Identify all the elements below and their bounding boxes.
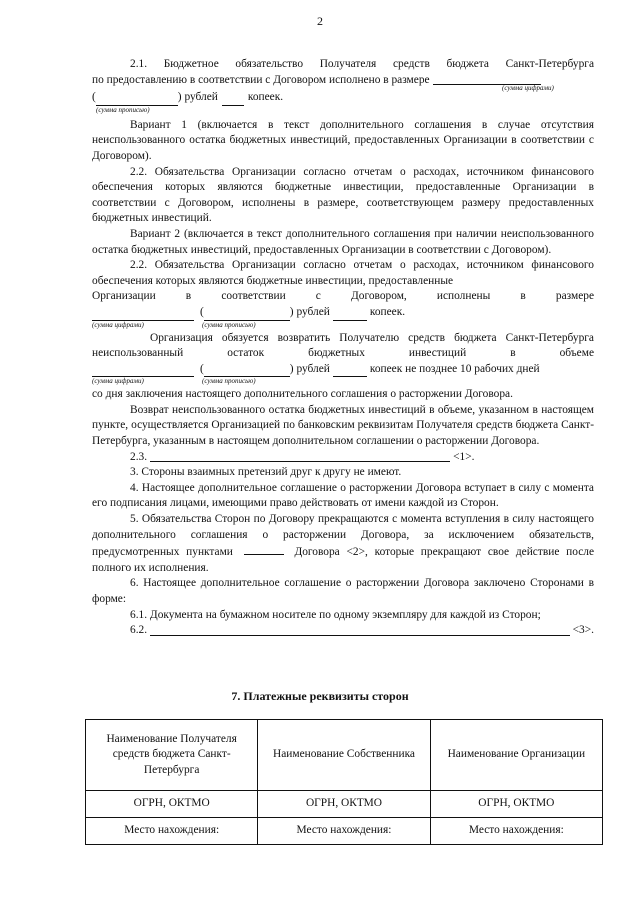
clause-2-1-line1: 2.1. Бюджетное обязательство Получателя средств бюджета Санкт-Петербурга (130, 58, 594, 70)
variant-1-clause: 2.2. Обязательства Организации согласно отчетам о расходах, источником финансового обеспечения которых являются бюджетные инвестиции, предоставленные Организации в соответствии с Договором, исполнены в размере, соответствующем размеру предоставленных бюджетных инвестиций. (92, 165, 594, 225)
caption-digits: (сумма цифрами) (92, 377, 144, 386)
clause-6-1: 6.1. Документа на бумажном носителе по одному экземпляру для каждой из Сторон; (130, 608, 541, 621)
clause-2-3-blank (150, 460, 450, 462)
clause-6-2 (92, 623, 594, 639)
amount-digits-blank (92, 365, 194, 377)
caption-words: (сумма прописью) (202, 320, 256, 329)
clause-6-2-blank (150, 634, 570, 636)
location-owner: Место нахождения: (258, 818, 430, 845)
kopek-label: копеек не позднее 10 рабочих дней (369, 362, 540, 375)
kopek-label: копеек. (247, 91, 284, 104)
paren-open: ( (92, 91, 96, 104)
footnote-ref-3: <3>. (572, 624, 594, 637)
clause-2-3-number: 2.3. (130, 450, 148, 463)
rubles-label: ) рублей (289, 305, 330, 318)
ogrn-owner: ОГРН, ОКТМО (258, 791, 430, 818)
clause-3: 3. Стороны взаимных претензий друг к другу не имеют. (130, 466, 402, 479)
variant-2-return-line (92, 362, 594, 378)
location-recipient: Место нахождения: (86, 818, 258, 845)
paren-open: ( (200, 305, 204, 318)
caption-digits: (сумма цифрами) (92, 320, 144, 329)
rubles-label: ) рублей (289, 362, 330, 375)
section-7-title: 7. Платежные реквизиты сторон (231, 689, 409, 703)
caption-row (92, 377, 594, 385)
footnote-ref-1: <1>. (453, 450, 475, 463)
variant-2-return-a: Организация обязуется возвратить Получателю средств бюджета Санкт-Петербурга (150, 331, 594, 344)
variant-2-return-b: неиспользованный остаток бюджетных инвестиций в объеме (92, 347, 594, 360)
kopek-blank (333, 309, 367, 321)
clause-5-a (92, 512, 594, 576)
variant-1-intro: Вариант 1 (включается в текст дополнительного соглашения в случае отсутствия неиспользованного остатка бюджетных инвестиций, предоставленных Организации в соответствии с Договором). (92, 118, 594, 162)
variant-2-intro: Вариант 2 (включается в текст дополнительного соглашения при наличии неиспользованного остатка бюджетных инвестиций, предоставленных Организации в соответствии с Договором). (92, 227, 594, 256)
header-recipient: Наименование Получателя средств бюджета Санкт-Петербурга (86, 720, 258, 791)
payment-details-table (85, 719, 603, 845)
rubles-label: ) рублей (177, 91, 218, 104)
table-row (86, 818, 603, 845)
clause-6-2-number: 6.2. (130, 624, 148, 637)
caption-words: (сумма прописью) (202, 377, 256, 386)
header-owner: Наименование Собственника (258, 720, 430, 791)
kopek-label: копеек. (369, 305, 406, 318)
clause-2-3 (92, 450, 594, 466)
amount-digits-blank (92, 309, 194, 321)
variant-2-return-c: со дня заключения настоящего дополнительного соглашения о расторжении Договора. (92, 388, 513, 401)
variant-2-amount-line (92, 305, 594, 321)
clause-4: 4. Настоящее дополнительное соглашение о расторжении Договора вступает в силу с момента его подписания лицами, имеющими право действовать от имени каждой из Сторон. (92, 481, 594, 510)
refund-paragraph: Возврат неиспользованного остатка бюджетных инвестиций в объеме, указанном в настоящем пункте, осуществляется Организацией по банковским реквизитам Получателя средств бюджета Санкт-Петербурга, указанным в настоящем дополнительном соглашении о расторжении Договора. (92, 403, 594, 448)
paren-open: ( (200, 362, 204, 375)
ogrn-recipient: ОГРН, ОКТМО (86, 791, 258, 818)
amount-words-blank (204, 309, 290, 321)
clause-6: 6. Настоящее дополнительное соглашение о расторжении Договора заключено Сторонами в форме: (92, 577, 594, 605)
location-organization: Место нахождения: (430, 818, 602, 845)
caption-row (92, 84, 594, 96)
amount-words-blank (204, 365, 290, 377)
caption-row (92, 321, 594, 329)
table-row (86, 791, 603, 818)
caption-words: (сумма прописью) (96, 105, 150, 114)
table-row (86, 720, 603, 791)
header-organization: Наименование Организации (430, 720, 602, 791)
kopek-blank (333, 365, 367, 377)
clause-5-text-b: Договора <2>, которые прекращают свое действие после полного их исполнения. (92, 546, 594, 574)
variant-2-clause-b: Организации в соответствии с Договором, исполнены в размере (92, 290, 594, 303)
variant-2-clause-a: 2.2. Обязательства Организации согласно отчетам о расходах, источником финансового обеспечения которых являются бюджетные инвестиции, предоставленные (92, 259, 594, 287)
ogrn-organization: ОГРН, ОКТМО (430, 791, 602, 818)
clauses-blank (244, 543, 284, 555)
page-number: 2 (317, 14, 323, 28)
caption-digits: (сумма цифрами) (502, 84, 554, 93)
clause-5-text-a: 5. Обязательства Сторон по Договору прекращаются с момента вступления в силу настоящего дополнительного соглашения о расторжении Договора, за исключением обязательств, предусмотренных пунктами (92, 513, 594, 559)
document-body (92, 57, 594, 639)
clause-2-1-text: по предоставлению в соответствии с Договором исполнено в размере (92, 73, 430, 86)
caption-row (92, 106, 594, 114)
